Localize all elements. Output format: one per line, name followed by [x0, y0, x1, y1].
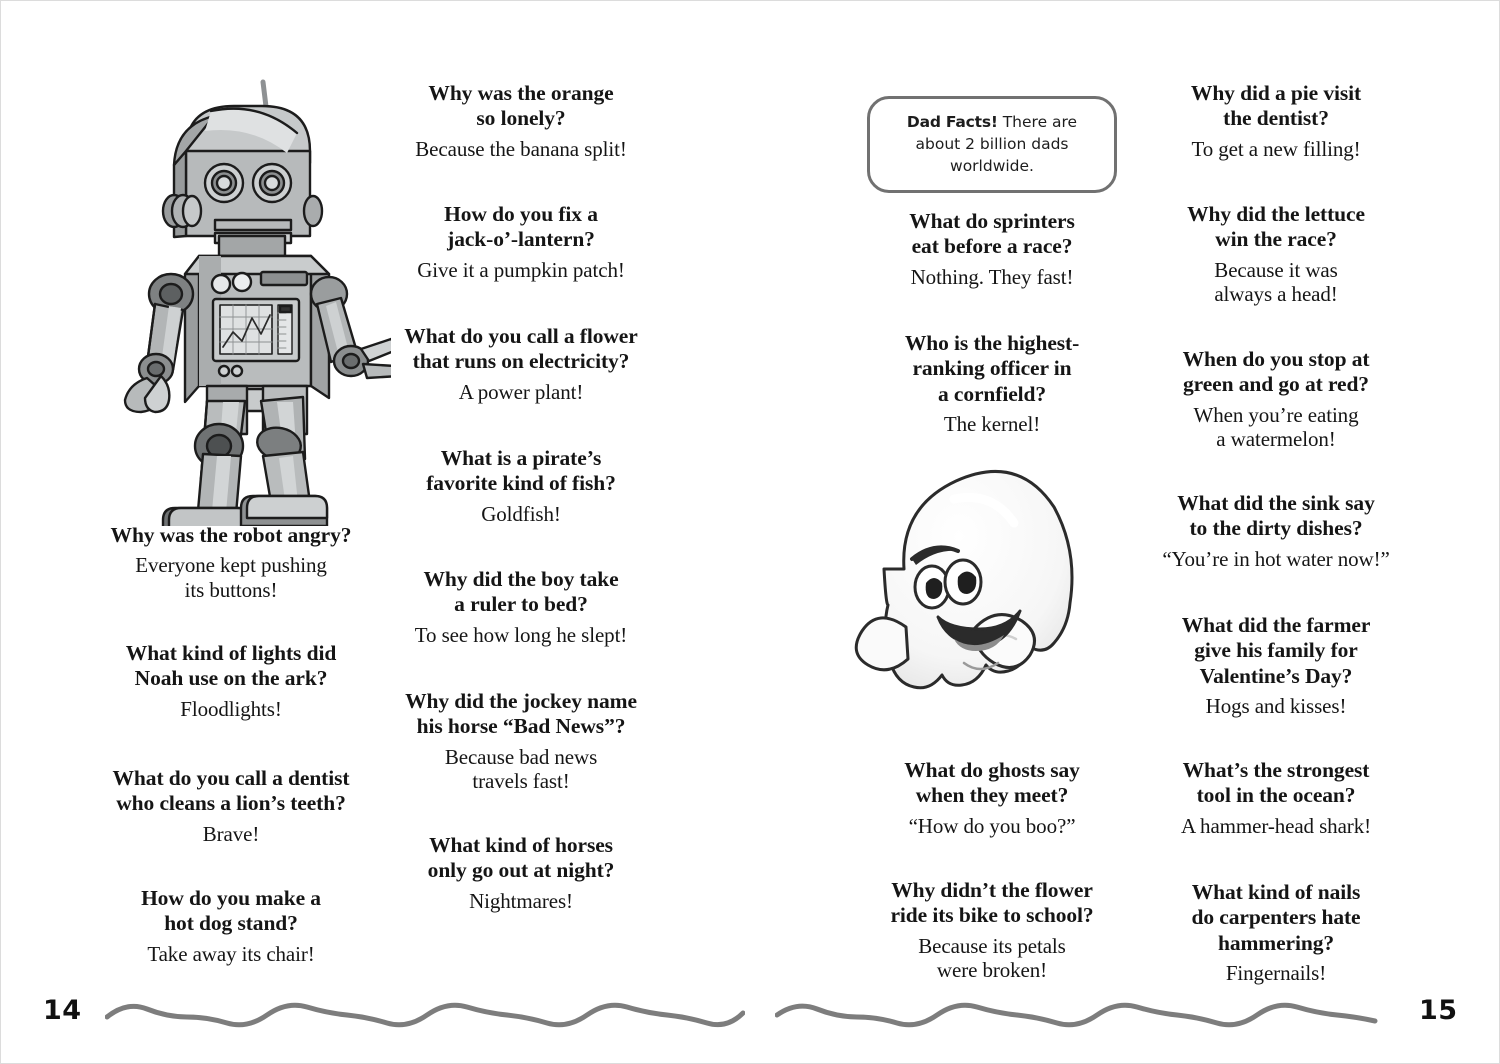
joke-answer: Because it was always a head! — [1214, 257, 1338, 307]
joke-item — [1139, 758, 1413, 838]
joke-answer: The kernel! — [943, 412, 1041, 437]
robot-illustration — [111, 56, 391, 526]
joke-question: How do you make a hot dog stand? — [141, 886, 321, 936]
joke-item — [86, 886, 376, 966]
joke-answer: To see how long he slept! — [414, 622, 628, 647]
joke-item — [376, 567, 666, 647]
joke-answer: A power plant! — [458, 379, 584, 404]
joke-question: What is a pirate’s favorite kind of fish? — [426, 446, 616, 496]
joke-question: Why was the robot angry? — [110, 523, 352, 547]
joke-question: What do ghosts say when they meet? — [904, 758, 1080, 808]
joke-question: What’s the strongest tool in the ocean? — [1182, 758, 1370, 808]
joke-answer: “How do you boo?” — [908, 813, 1076, 838]
joke-question: What kind of lights did Noah use on the ark? — [125, 641, 337, 691]
joke-item — [1141, 81, 1411, 161]
joke-item — [376, 202, 666, 282]
joke-answer: To get a new filling! — [1191, 136, 1361, 161]
joke-item — [1135, 491, 1417, 571]
joke-answer: Brave! — [202, 821, 260, 846]
dad-facts-callout — [867, 96, 1117, 193]
footer-wave-right — [775, 997, 1395, 1033]
dad-facts-lead: Dad Facts! — [906, 113, 998, 131]
joke-item — [1141, 613, 1411, 719]
joke-question: Why did the lettuce win the race? — [1187, 202, 1365, 252]
joke-question: When do you stop at green and go at red? — [1182, 347, 1370, 397]
joke-answer: Because its petals were broken! — [918, 933, 1066, 983]
ghost-illustration — [846, 449, 1146, 749]
joke-item — [81, 766, 381, 846]
joke-item — [1141, 202, 1411, 307]
joke-question: Why did the jockey name his horse “Bad News”? — [405, 689, 637, 739]
joke-item — [376, 324, 666, 404]
joke-answer: Fingernails! — [1225, 961, 1327, 986]
joke-answer: Give it a pumpkin patch! — [417, 257, 625, 282]
joke-answer: Because the banana split! — [415, 136, 627, 161]
joke-answer: Floodlights! — [180, 696, 282, 721]
page-number-left: 14 — [43, 995, 82, 1026]
joke-item — [376, 81, 666, 161]
joke-answer: “You’re in hot water now!” — [1162, 546, 1390, 571]
joke-item — [1141, 347, 1411, 452]
joke-item — [376, 446, 666, 526]
joke-answer: Goldfish! — [481, 501, 561, 526]
joke-item — [856, 878, 1128, 983]
joke-answer: Because bad news travels fast! — [444, 744, 598, 794]
joke-question: What did the farmer give his family for Valentine’s Day? — [1181, 613, 1371, 688]
joke-question: Why did the boy take a ruler to bed? — [423, 567, 619, 617]
joke-item — [861, 209, 1123, 289]
dad-facts-body: There are about 2 billion dads worldwide. — [915, 113, 1078, 175]
joke-item — [86, 523, 376, 603]
joke-question: Who is the highest- ranking officer in a cornfield? — [904, 331, 1080, 406]
joke-question: What did the sink say to the dirty dishes? — [1177, 491, 1375, 541]
joke-item — [1141, 880, 1411, 986]
joke-question: What kind of nails do carpenters hate hammering? — [1191, 880, 1361, 955]
joke-question: What do sprinters eat before a race? — [909, 209, 1075, 259]
joke-answer: Take away its chair! — [147, 941, 315, 966]
joke-answer: Hogs and kisses! — [1205, 694, 1347, 719]
joke-question: Why did a pie visit the dentist? — [1190, 81, 1362, 131]
joke-answer: Nightmares! — [469, 888, 573, 913]
joke-answer: When you’re eating a watermelon! — [1193, 402, 1359, 452]
joke-item — [374, 689, 668, 794]
joke-answer: Nothing. They fast! — [910, 264, 1074, 289]
joke-answer: Everyone kept pushing its buttons! — [135, 553, 327, 603]
joke-item — [861, 758, 1123, 838]
page-number-right: 15 — [1419, 995, 1458, 1026]
joke-question: What kind of horses only go out at night? — [427, 833, 615, 883]
joke-item — [86, 641, 376, 721]
joke-question: What do you call a dentist who cleans a lion’s teeth? — [112, 766, 350, 816]
joke-question: How do you fix a jack-o’-lantern? — [444, 202, 598, 252]
joke-answer: A hammer-head shark! — [1180, 813, 1371, 838]
joke-item — [861, 331, 1123, 437]
joke-question: Why didn’t the flower ride its bike to school? — [890, 878, 1094, 928]
joke-question: Why was the orange so lonely? — [428, 81, 614, 131]
footer-wave-left — [105, 997, 745, 1033]
joke-question: What do you call a flower that runs on electricity? — [404, 324, 638, 374]
joke-item — [376, 833, 666, 913]
